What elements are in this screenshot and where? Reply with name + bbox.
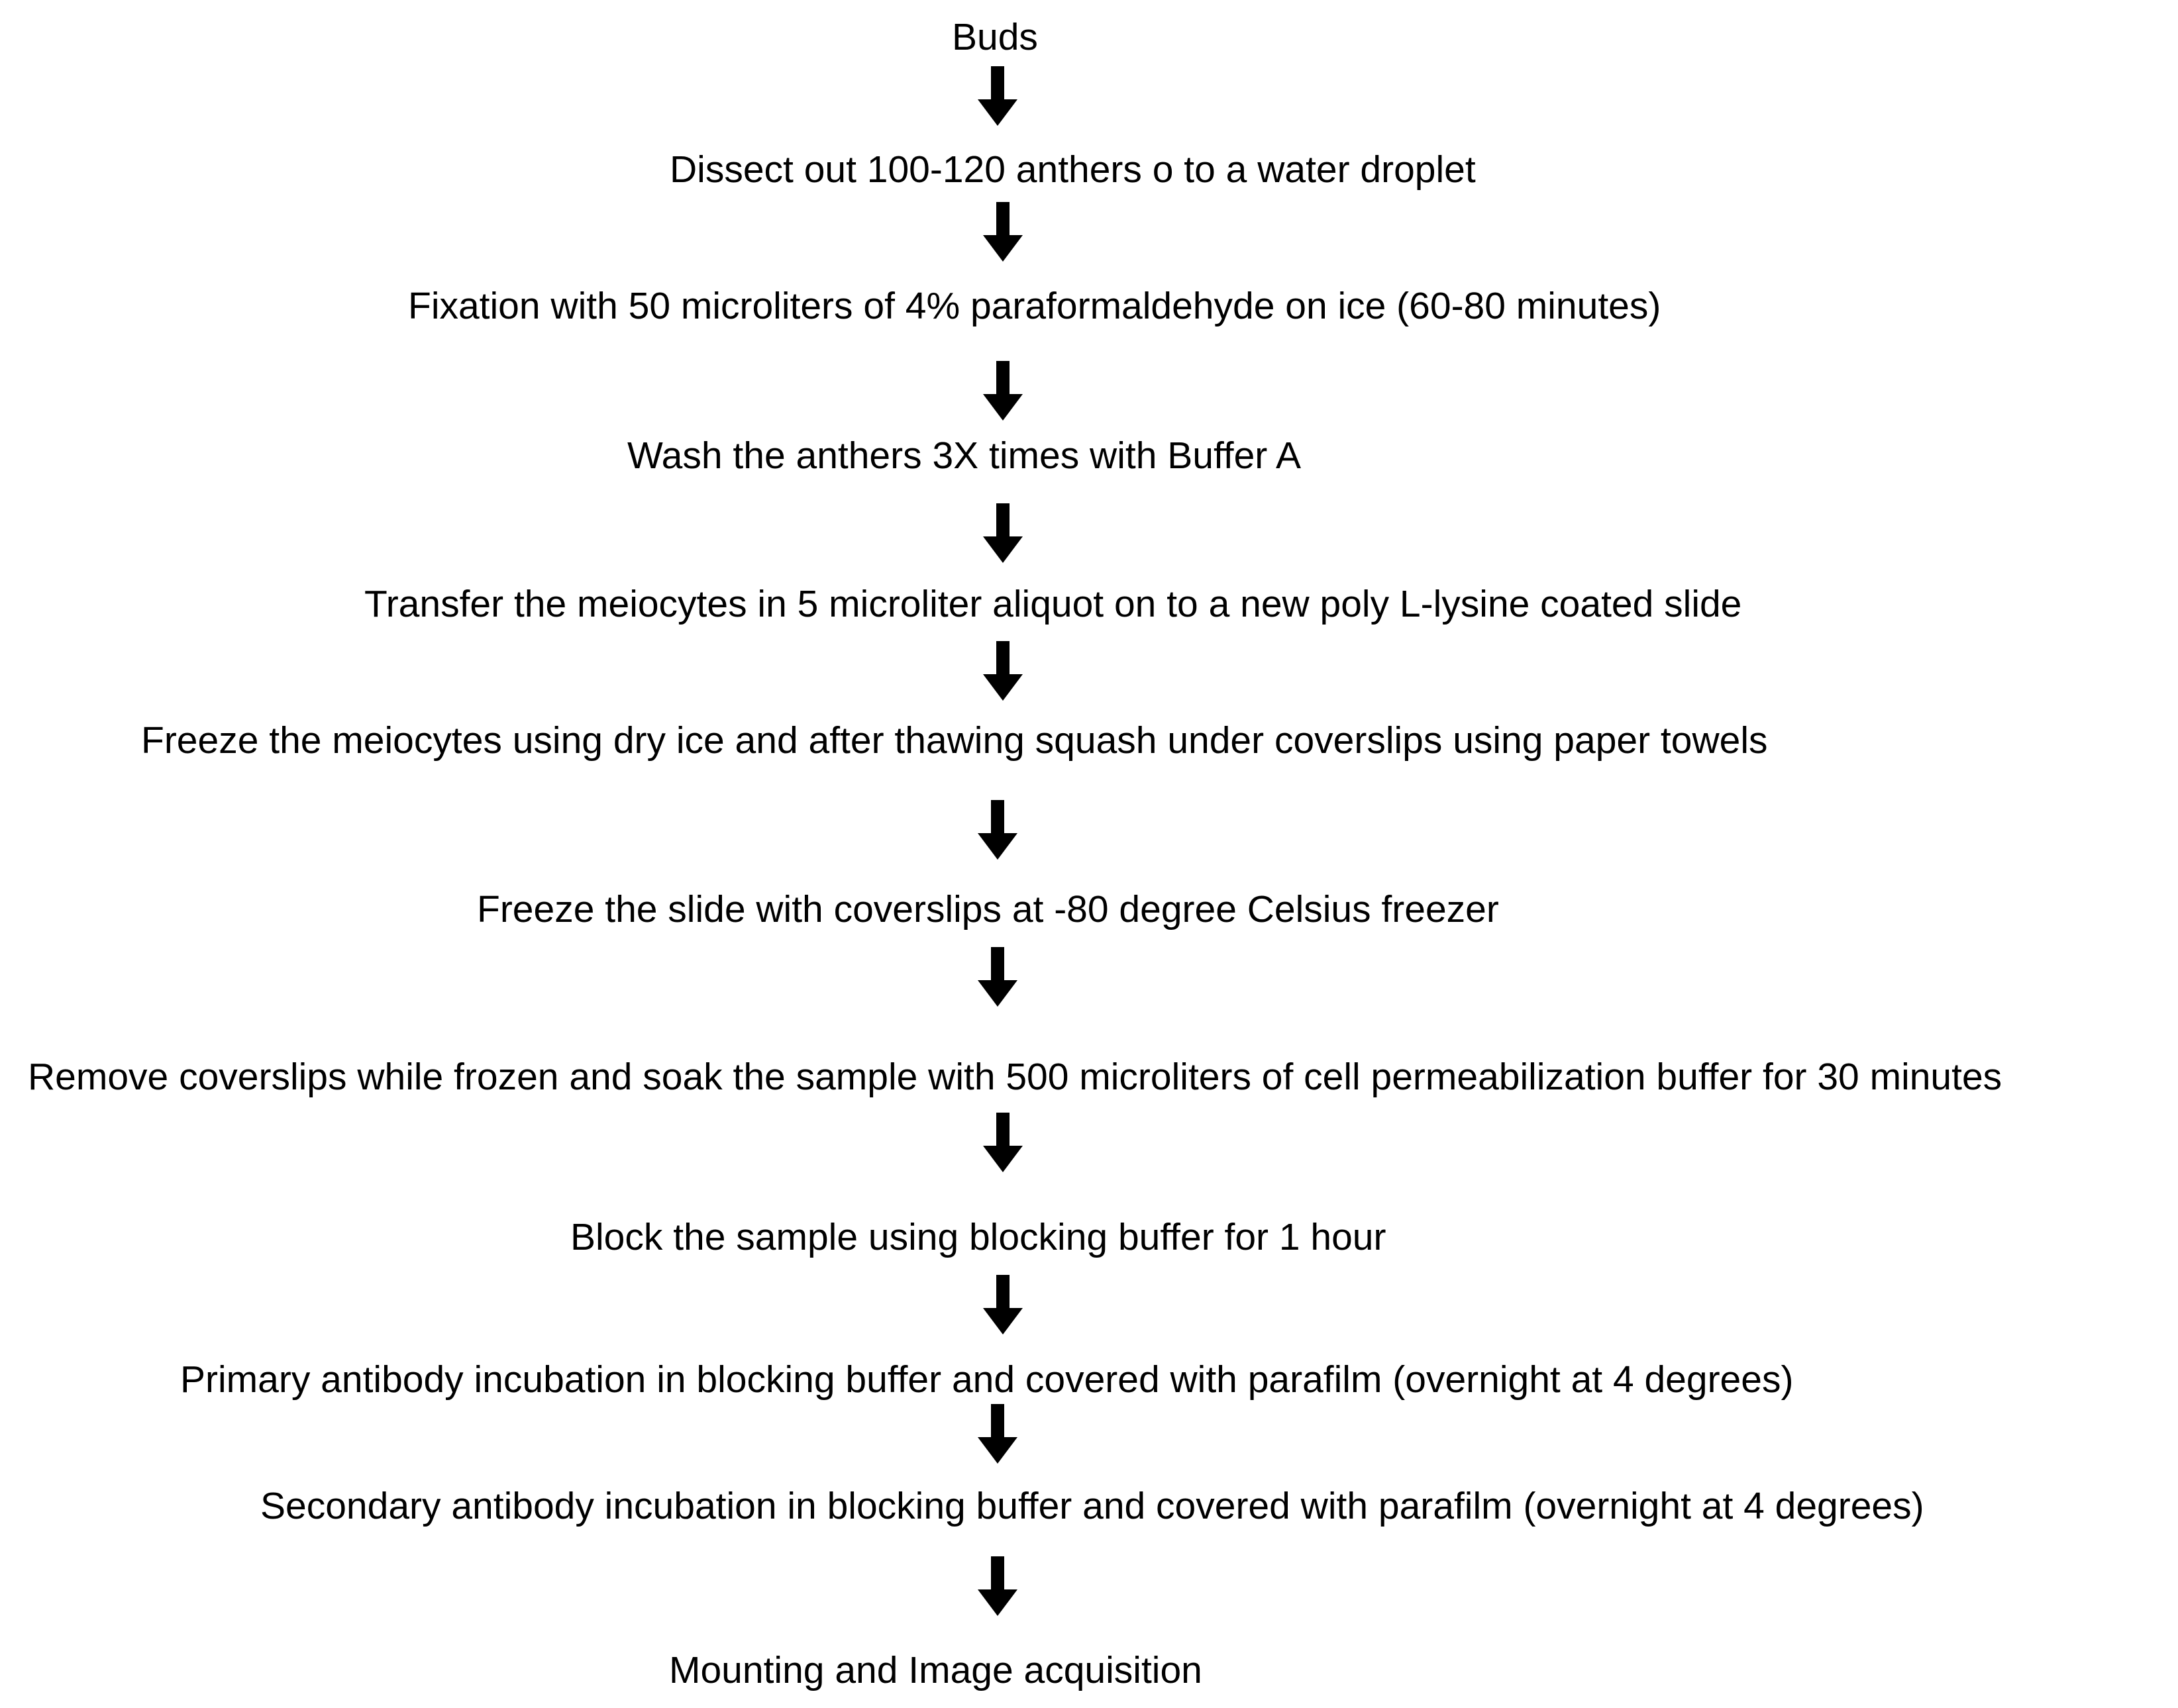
step-buds: Buds (952, 16, 1038, 58)
down-arrow-icon (983, 641, 1023, 701)
down-arrow-icon (983, 503, 1023, 563)
step-primary-antibody: Primary antibody incubation in blocking buffer and covered with parafilm (overnight at 4 degrees) (180, 1358, 1794, 1401)
down-arrow-icon (983, 202, 1023, 262)
step-wash-anthers: Wash the anthers 3X times with Buffer A (627, 434, 1301, 477)
step-secondary-antibody: Secondary antibody incubation in blocking buffer and covered with parafilm (overnight at 4 degrees) (260, 1485, 1924, 1527)
down-arrow-icon (978, 800, 1017, 860)
down-arrow-icon (978, 66, 1017, 126)
step-freeze-slide: Freeze the slide with coverslips at -80 degree Celsius freezer (477, 888, 1499, 930)
step-remove-coverslips: Remove coverslips while frozen and soak the sample with 500 microliters of cell permeabilization buffer for 30 minutes (28, 1056, 2002, 1098)
down-arrow-icon (978, 947, 1017, 1007)
step-mounting-imaging: Mounting and Image acquisition (669, 1649, 1202, 1691)
step-transfer-meiocytes: Transfer the meiocytes in 5 microliter aliquot on to a new poly L-lysine coated slide (364, 583, 1742, 625)
down-arrow-icon (983, 361, 1023, 421)
step-fixation: Fixation with 50 microliters of 4% paraformaldehyde on ice (60-80 minutes) (408, 285, 1661, 327)
step-block-sample: Block the sample using blocking buffer for 1 hour (570, 1216, 1386, 1258)
down-arrow-icon (978, 1556, 1017, 1616)
down-arrow-icon (978, 1404, 1017, 1464)
down-arrow-icon (983, 1113, 1023, 1172)
down-arrow-icon (983, 1275, 1023, 1334)
step-dissect-anthers: Dissect out 100-120 anthers o to a water droplet (670, 148, 1476, 191)
step-freeze-meiocytes: Freeze the meiocytes using dry ice and after thawing squash under coverslips using paper towels (141, 719, 1768, 762)
